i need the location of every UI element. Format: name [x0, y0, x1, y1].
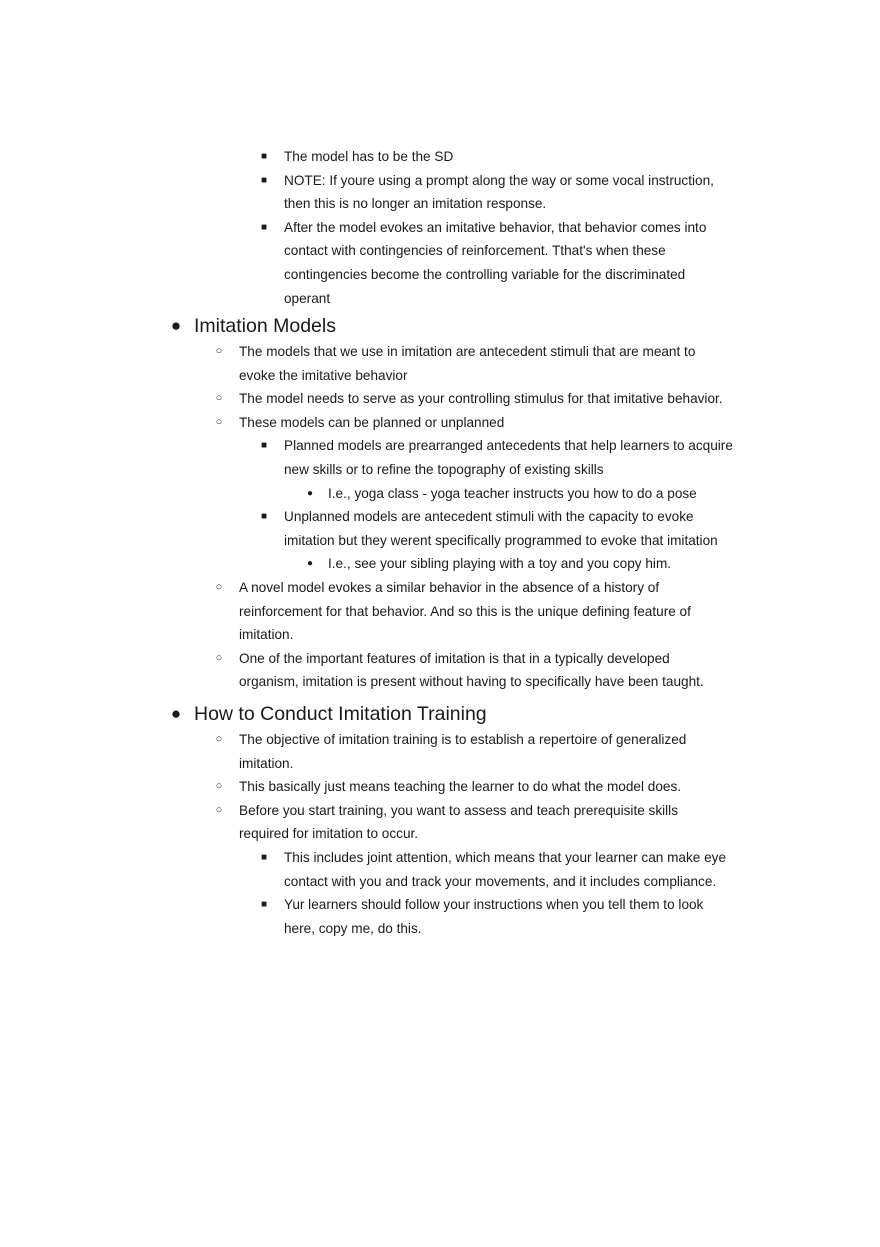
- square-bullet-icon: ■: [260, 511, 268, 523]
- circle-bullet-icon: ○: [215, 392, 223, 405]
- circle-bullet-icon: ○: [215, 733, 223, 745]
- section-imitation-models: [0, 312, 880, 694]
- circle-bullet-icon: ○: [215, 580, 223, 593]
- list-item: ○ One of the important features of imitation is that in a typically developed organism, imitation is present without having to specifically have been taught.: [0, 647, 880, 694]
- square-bullet-icon: ■: [260, 174, 268, 186]
- list-item: ○ These models can be planned or unplanned: [0, 411, 880, 435]
- list-item: ■ Yur learners should follow your instructions when you tell them to look here, copy me, do this.: [0, 893, 880, 940]
- list-item: ○ The objective of imitation training is to establish a repertoire of generalized imitation.: [0, 728, 880, 775]
- list-item: ■ The model has to be the SD: [0, 145, 880, 169]
- circle-bullet-icon: ○: [215, 803, 223, 816]
- circle-bullet-icon: ○: [215, 415, 223, 428]
- circle-bullet-icon: ○: [215, 345, 223, 357]
- disc-bullet-icon: ●: [306, 487, 314, 499]
- list-item: ■ Planned models are prearranged antecedents that help learners to acquire new skills or to refine the topography of existing skills: [0, 434, 880, 481]
- square-bullet-icon: ■: [260, 851, 268, 863]
- continued-list: [0, 145, 880, 310]
- list-item: ■ NOTE: If youre using a prompt along the way or some vocal instruction, then this is no longer an imitation response.: [0, 169, 880, 216]
- circle-bullet-icon: ○: [215, 651, 223, 664]
- list-item: ○ This basically just means teaching the learner to do what the model does.: [0, 775, 880, 799]
- list-item: ○ The model needs to serve as your controlling stimulus for that imitative behavior.: [0, 387, 880, 411]
- list-item: ○ The models that we use in imitation are antecedent stimuli that are meant to evoke the imitative behavior: [0, 340, 880, 387]
- list-item: ● I.e., see your sibling playing with a toy and you copy him.: [0, 552, 880, 576]
- square-bullet-icon: ■: [260, 221, 268, 233]
- list-item: ○ A novel model evokes a similar behavior in the absence of a history of reinforcement for that behavior. And so this is the unique defining feature of imitation.: [0, 576, 880, 647]
- section-heading: ● How to Conduct Imitation Training: [0, 700, 880, 728]
- list-item: ○ Before you start training, you want to assess and teach prerequisite skills required for imitation to occur.: [0, 799, 880, 846]
- section-heading: ● Imitation Models: [0, 312, 880, 340]
- list-item: ■ Unplanned models are antecedent stimuli with the capacity to evoke imitation but they werent specifically programmed to evoke that imitation: [0, 505, 880, 552]
- disc-bullet-icon: ●: [170, 316, 182, 335]
- section-imitation-training: [0, 700, 880, 940]
- list-item: ■ This includes joint attention, which means that your learner can make eye contact with you and track your movements, and it includes compliance.: [0, 846, 880, 893]
- square-bullet-icon: ■: [260, 440, 268, 452]
- circle-bullet-icon: ○: [215, 780, 223, 793]
- square-bullet-icon: ■: [260, 151, 268, 162]
- disc-bullet-icon: ●: [170, 704, 182, 723]
- list-item: ■ After the model evokes an imitative behavior, that behavior comes into contact with contingencies of reinforcement. Tthat's when these contingencies become the controlling variable for the discriminated operant: [0, 216, 880, 310]
- disc-bullet-icon: ●: [306, 558, 314, 570]
- square-bullet-icon: ■: [260, 899, 268, 911]
- list-item: ● I.e., yoga class - yoga teacher instructs you how to do a pose: [0, 482, 880, 506]
